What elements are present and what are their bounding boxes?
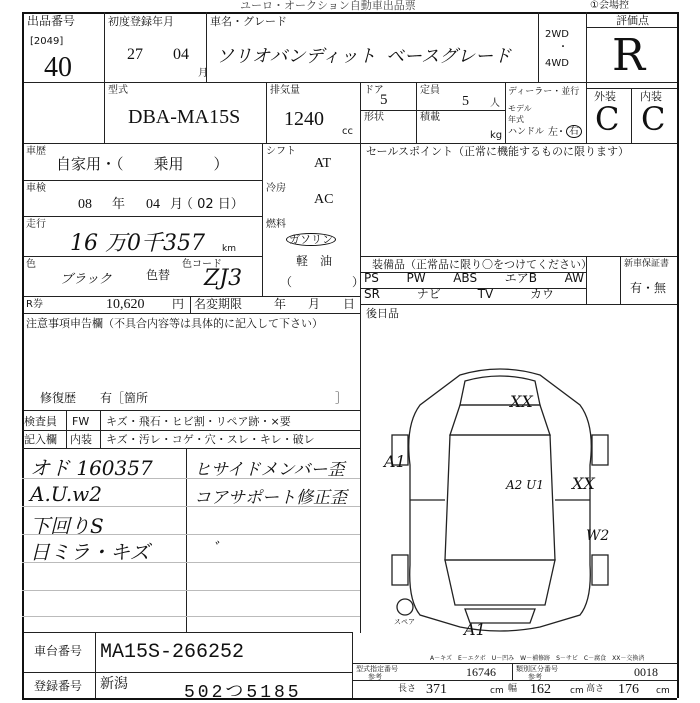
inspector-naiso: 内装 — [70, 433, 92, 446]
diagram-mark-right: XX — [572, 474, 595, 493]
drive-2wd: 2WD — [545, 29, 569, 40]
inspection-label: 車検 — [26, 183, 46, 194]
usage-value: 自家用・（ 乗用 ） — [56, 155, 229, 173]
color-code: ZJ3 — [204, 266, 243, 291]
eval-label: 評価点 — [616, 14, 649, 27]
equipment-item: PW — [406, 271, 426, 285]
model-value: DBA-MA15S — [128, 106, 241, 128]
equipment-item: PS — [364, 271, 379, 285]
inspector-label: 検査員 — [24, 415, 57, 428]
capacity-value: 5 — [462, 94, 469, 109]
spec-ref-2: 参考 — [528, 673, 542, 681]
repair-history: 修復歴 有［箇所 — [40, 391, 149, 405]
fuel-gasoline: ガソリン — [286, 233, 336, 246]
reg-no-number: 502つ5185 — [184, 683, 302, 703]
drive-4wd: 4WD — [545, 58, 569, 69]
lot-sub: [2049] — [30, 36, 64, 47]
handwritten-left-1: オド 160357 — [30, 456, 153, 480]
displacement-label: 排気量 — [270, 85, 300, 96]
inspection-year: 08 — [78, 197, 92, 212]
spec-width: 162 — [530, 682, 551, 697]
first-reg-month: 04 — [173, 46, 189, 63]
spec-height-unit: cm — [656, 686, 670, 696]
capacity-unit: 人 — [490, 98, 500, 109]
r-ken-unit: 円 — [172, 297, 185, 311]
mileage-value: 16 万0千357 — [70, 231, 205, 256]
car-name-value: ソリオバンディット — [216, 46, 377, 67]
handwritten-right-2: コアサポート修正歪 — [194, 488, 347, 508]
handle-label: ハンドル — [508, 127, 545, 137]
handle-dot: ・ — [556, 127, 566, 138]
fuel-other: （ ） — [280, 275, 365, 289]
r-ken-label: R券 — [26, 299, 43, 310]
fuel-diesel: 軽 油 — [296, 254, 333, 268]
car-damage-diagram — [380, 365, 620, 640]
inspector-row1: キズ・飛石・ヒビ割・リペア跡・×要 — [106, 415, 291, 428]
spec-cat-value: 0018 — [634, 665, 658, 679]
color-change-label: 色替 — [146, 268, 171, 282]
exterior-grade: C — [595, 100, 620, 138]
chassis-label: 車台番号 — [34, 644, 83, 658]
diagram-mark-rear-right: W2 — [586, 528, 610, 544]
eval-score: R — [612, 30, 646, 81]
name-change-y: 年 — [274, 297, 287, 311]
first-reg-month-unit: 月 — [198, 68, 208, 79]
spec-cat-label: 類別区分番号 — [516, 665, 558, 673]
inspection-m: 月 — [170, 197, 184, 212]
first-reg-label: 初度登録年月 — [108, 15, 174, 28]
inspector-fw: FW — [72, 415, 90, 428]
equipment-label: 装備品（正常品に限り〇をつけてください） — [372, 258, 592, 271]
usage-label: 車歴 — [26, 146, 46, 157]
displacement-unit: cc — [342, 126, 353, 137]
spec-type-label: 型式指定番号 — [356, 665, 398, 673]
fuel-label: 燃料 — [266, 219, 286, 230]
ac-label: 冷房 — [266, 183, 286, 194]
rear-label: 後日品 — [366, 307, 399, 320]
diagram-mark-rear: A1 — [464, 620, 486, 639]
handle-left: 左 — [548, 127, 558, 138]
interior-grade: C — [641, 100, 666, 138]
color-code-label: 色コード — [182, 259, 222, 270]
equipment-item: エアB — [504, 271, 537, 285]
spec-height: 176 — [618, 682, 639, 697]
equipment-item: カウ — [529, 287, 554, 301]
equipment-item: TV — [477, 287, 494, 301]
first-reg-year: 27 — [127, 46, 143, 63]
spec-ref-1: 参考 — [368, 673, 382, 681]
spec-length-unit: cm — [490, 686, 504, 696]
load-label: 積載 — [420, 112, 440, 123]
equipment-item: SR — [364, 287, 380, 301]
notes-label: 注意事項申告欄（不具合内容等は具体的に記入して下さい） — [26, 317, 323, 330]
inspection-day: （ 02 日） — [180, 197, 244, 212]
diagram-mark-front: XX — [510, 392, 533, 411]
lot-label: 出品番号 — [27, 14, 76, 28]
equipment-item: ABS — [453, 271, 478, 285]
form-title: ユーロ・オークション自動車出品票 — [240, 0, 416, 12]
shape-label: 形状 — [364, 112, 384, 123]
inspection-y: 年 — [112, 197, 126, 212]
doors-label: ドア — [364, 85, 384, 96]
handle-right: 右 — [566, 125, 582, 138]
spec-height-label: 高さ — [586, 684, 605, 694]
spec-length: 371 — [426, 682, 447, 697]
equipment-row1 — [364, 273, 584, 284]
model-label: 型式 — [108, 85, 128, 96]
reg-no-area: 新潟 — [100, 676, 128, 692]
spec-width-label: 幅 — [508, 684, 518, 694]
handwritten-right-1: ヒサイドメンバー歪 — [194, 460, 345, 480]
repair-close: ］ — [335, 391, 348, 405]
diagram-mark-left: A1 — [384, 452, 406, 471]
writer-label: 記入欄 — [24, 433, 57, 446]
mileage-unit: km — [222, 244, 236, 254]
capacity-label: 定員 — [420, 85, 440, 96]
equipment-row2 — [364, 289, 554, 300]
model-year-label: モデル年式 — [508, 104, 532, 124]
equipment-item: ナビ — [416, 287, 441, 301]
color-value: ブラック — [60, 272, 112, 287]
spec-width-unit: cm — [570, 686, 584, 696]
equipment-item: AW — [564, 271, 584, 285]
diagram-mark-roof: A2 U1 — [506, 478, 544, 492]
car-name-label: 車名・グレード — [210, 15, 287, 28]
inspector-row2: キズ・汚レ・コゲ・穴・スレ・キレ・破レ — [106, 433, 315, 446]
lot-number: 40 — [44, 52, 72, 83]
reg-no-label: 登録番号 — [34, 679, 83, 693]
interior-label: 内装 — [640, 90, 662, 103]
name-change-label: 名変期限 — [194, 297, 243, 311]
name-change-m: 月 — [308, 297, 321, 311]
spec-length-label: 長さ — [398, 684, 417, 694]
name-change-d: 日 — [343, 297, 356, 311]
sales-point-label: セールスポイント（正常に機能するものに限ります） — [366, 145, 630, 158]
shift-value: AT — [314, 156, 332, 171]
color-label: 色 — [26, 259, 36, 270]
handwritten-left-4: 日ミラ・キズ — [30, 540, 150, 564]
load-unit: kg — [490, 130, 503, 141]
displacement-value: 1240 — [284, 108, 324, 130]
damage-legend: A－キズ E－エクボ U－凹み W－補修跡 S－サビ C－腐食 XX－交換済 — [430, 655, 645, 662]
diagram-spare: スペア — [394, 618, 415, 626]
handwritten-left-3: 下回りS — [30, 514, 104, 538]
doors-value: 5 — [380, 92, 388, 108]
r-ken-value: 10,620 — [106, 297, 145, 312]
shift-label: シフト — [266, 146, 296, 157]
ac-value: AC — [314, 192, 334, 207]
handwritten-left-2: A.U.w2 — [30, 482, 103, 506]
inspection-month: 04 — [146, 197, 160, 212]
drive-dot: ・ — [558, 42, 568, 53]
chassis-value: MA15S-266252 — [100, 641, 245, 664]
dealer-label: ディーラー・並行 — [508, 87, 580, 97]
spec-type-value: 16746 — [466, 665, 496, 679]
handwritten-mark: ﾞ — [212, 539, 221, 558]
warranty-value: 有・無 — [630, 281, 667, 295]
venue-copy: ①会場控 — [590, 0, 629, 11]
car-grade-value: ベースグレード — [386, 46, 512, 67]
warranty-label: 新車保証書 — [624, 259, 670, 269]
mileage-label: 走行 — [26, 219, 46, 230]
exterior-label: 外装 — [594, 90, 616, 103]
